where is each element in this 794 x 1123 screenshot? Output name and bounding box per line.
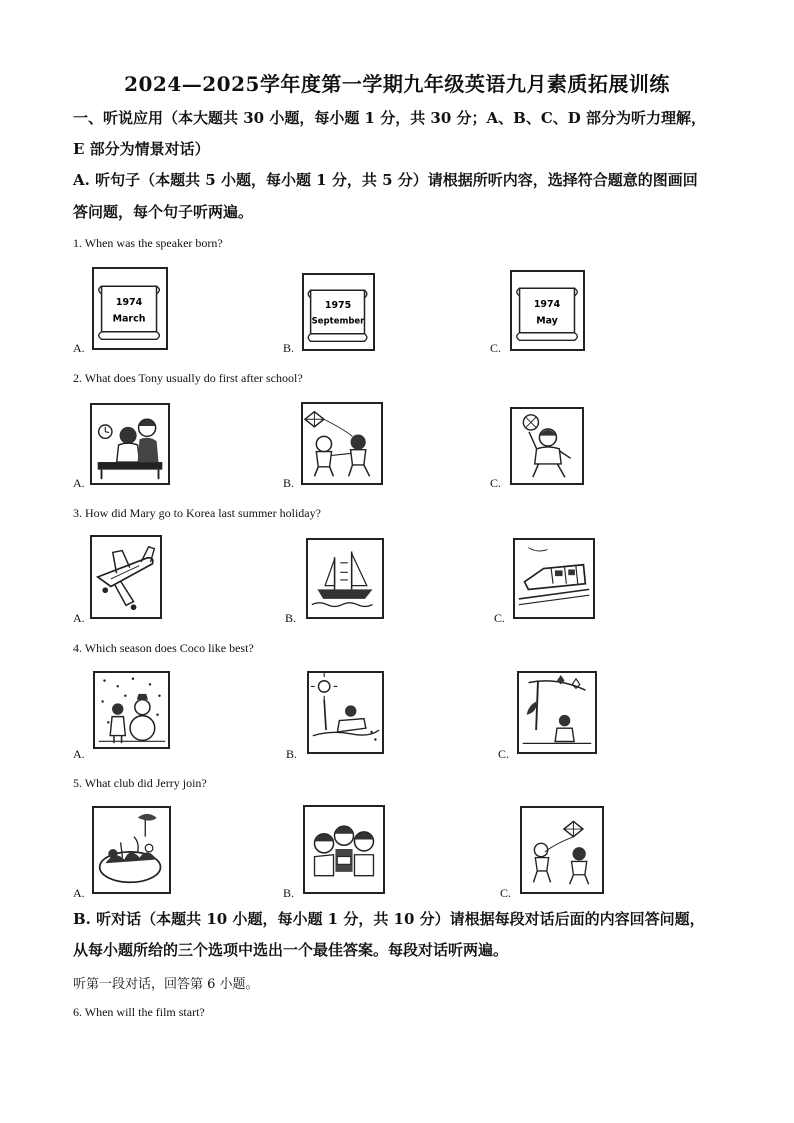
calendar-month: March <box>112 313 146 325</box>
question-5: 5. What club did Jerry join? <box>73 776 207 790</box>
ship-image <box>306 538 384 619</box>
kite-club-image <box>520 806 604 894</box>
question-1: 1. When was the speaker born? <box>73 236 223 250</box>
autumn-leaves-image <box>517 671 597 754</box>
calendar-month: September <box>311 316 365 327</box>
q5-option-b-label: B. <box>283 886 295 900</box>
part-a-instructions-line1 <box>73 170 698 190</box>
q4-option-a-label: A. <box>73 747 85 761</box>
q3-option-c-label: C. <box>494 611 506 625</box>
calendar-1975-september-image <box>302 273 375 351</box>
q2-option-c-label: C. <box>490 476 502 490</box>
q3-option-b-label: B. <box>285 611 297 625</box>
q5-option-a-label: A. <box>73 886 85 900</box>
calendar-month: May <box>536 315 558 327</box>
q4-option-b-label: B. <box>286 747 298 761</box>
calendar-year: 1975 <box>324 300 352 312</box>
q1-option-b-label: B. <box>283 341 295 355</box>
q1-option-a-label: A. <box>73 341 85 355</box>
train-image <box>513 538 595 619</box>
page-title: 2024—2025学年度第一学期九年级英语九月素质拓展训练 <box>124 72 670 96</box>
q1-option-c-label: C. <box>490 341 502 355</box>
question-6: 6. When will the film start? <box>73 1005 205 1019</box>
flying-kite-image <box>301 402 383 485</box>
calendar-year: 1974 <box>115 297 143 309</box>
part-b-instructions-line2: 从每小题所给的三个选项中选出一个最佳答案。每段对话听两遍。 <box>73 941 509 959</box>
singing-club-image <box>303 805 385 894</box>
calendar-year: 1974 <box>533 299 561 311</box>
doing-homework-image <box>90 403 170 485</box>
playing-ball-image <box>510 407 584 485</box>
question-2: 2. What does Tony usually do first after school? <box>73 371 303 385</box>
section-heading-line1: 一、听说应用（本大题共 30 小题，每小题 1 分，共 30 分；A、B、C、D 部分为听力理解， <box>73 109 707 127</box>
q3-option-a-label: A. <box>73 611 85 625</box>
summer-beach-image <box>307 671 384 754</box>
question-4: 4. Which season does Coco like best? <box>73 641 254 655</box>
garden-club-image <box>92 806 171 894</box>
q2-option-a-label: A. <box>73 476 85 490</box>
part-a-instructions-line2: 答问题，每个句子听两遍。 <box>73 203 254 221</box>
q5-option-c-label: C. <box>500 886 512 900</box>
part-b-instructions-line1: B. 听对话（本题共 10 小题，每小题 1 分，共 10 分）请根据每段对话后面的内容回答问题， <box>73 910 705 928</box>
question-3: 3. How did Mary go to Korea last summer holiday? <box>73 506 321 520</box>
dialog-note: 听第一段对话，回答第 6 小题。 <box>73 977 259 992</box>
section-heading-line2: E 部分为情景对话） <box>73 140 210 158</box>
q2-option-b-label: B. <box>283 476 295 490</box>
winter-snowman-image <box>93 671 170 749</box>
calendar-1974-march-image <box>92 267 168 350</box>
plane-image <box>90 535 162 619</box>
calendar-1974-may-image <box>510 270 585 351</box>
part-a-instructions-text: A. 听句子（本题共 5 小题，每小题 1 分，共 5 分）请根据所听内容，选择符合题意的图画回 <box>73 171 698 189</box>
q4-option-c-label: C. <box>498 747 510 761</box>
